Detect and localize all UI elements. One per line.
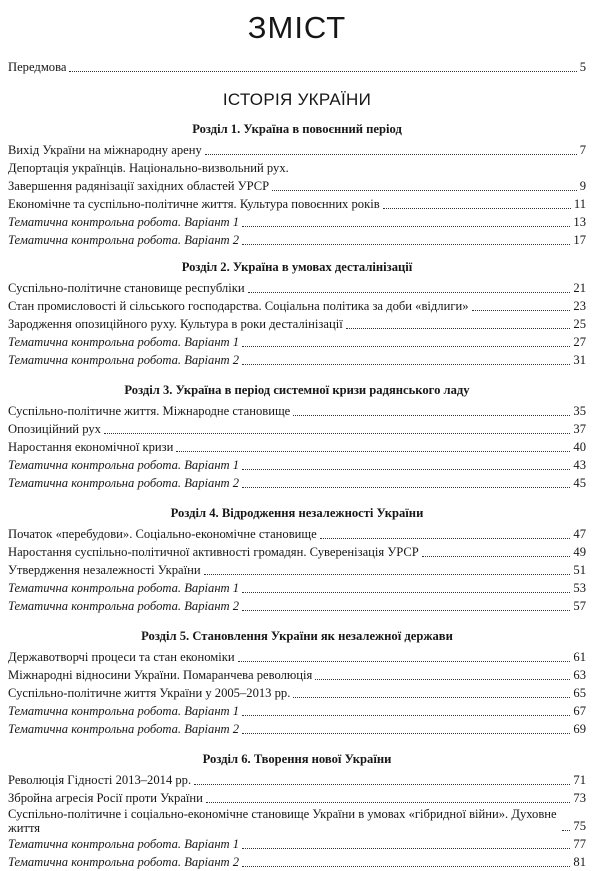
toc-entry[interactable] [8,231,586,249]
toc-entry-label: Утвердження незалежності України [8,563,201,577]
toc-entry[interactable] [8,666,586,684]
leader-dots [238,661,571,662]
toc-entry-label: Передмова [8,60,67,74]
toc-entry-page: 13 [573,215,586,229]
toc-entry-page: 77 [573,837,586,851]
toc-entry[interactable] [8,159,586,177]
toc-entry[interactable] [8,525,586,543]
toc-entry[interactable] [8,561,586,579]
leader-dots [242,244,570,245]
toc-entry-label: Міжнародні відносини України. Помаранчева революція [8,668,313,682]
toc-entry-label: Тематична контрольна робота. Варіант 2 [8,476,240,490]
toc-entry[interactable] [8,543,586,561]
toc-entry-page: 7 [579,143,586,157]
leader-dots [104,433,570,434]
toc-entry-page: 11 [573,197,586,211]
toc-entry[interactable] [8,315,586,333]
toc-entry-page: 5 [579,60,586,74]
toc-entry-label: Тематична контрольна робота. Варіант 1 [8,704,240,718]
leader-dots [242,346,570,347]
toc-entry-label: Зародження опозиційного руху. Культура в роки десталінізації [8,317,343,331]
toc-entry-label: Вихід України на міжнародну арену [8,143,202,157]
toc-entry-preface[interactable] [8,58,586,76]
toc-section [8,750,586,871]
toc-entry-label: Тематична контрольна робота. Варіант 1 [8,335,240,349]
toc-entry-label: Опозиційний рух [8,422,101,436]
toc-entry-page: 25 [573,317,586,331]
leader-dots [242,364,570,365]
toc-entry[interactable] [8,789,586,807]
toc-entry[interactable] [8,297,586,315]
leader-dots [293,697,570,698]
section-title[interactable]: Розділ 4. Відродження незалежності України [170,506,424,520]
toc-entry-page: 63 [573,668,586,682]
toc-entry-page: 49 [573,545,586,559]
leader-dots [242,715,570,716]
section-title[interactable]: Розділ 3. Україна в період системної кризи радянського ладу [124,383,470,397]
toc-entry[interactable] [8,597,586,615]
toc-entry-label: Тематична контрольна робота. Варіант 1 [8,458,240,472]
leader-dots [204,574,571,575]
toc-entry[interactable] [8,279,586,297]
toc-sections [8,120,586,871]
leader-dots [242,866,570,867]
toc-entry-page: 45 [573,476,586,490]
leader-dots [176,451,570,452]
toc-entry-label: Тематична контрольна робота. Варіант 1 [8,215,240,229]
toc-entry-label: Державотворчі процеси та стан економіки [8,650,235,664]
toc-entry[interactable] [8,456,586,474]
leader-dots [242,469,570,470]
toc-entry-label: Наростання суспільно-політичної активності громадян. Суверенізація УРСР [8,545,419,559]
leader-dots [242,610,570,611]
leader-dots [248,292,571,293]
toc-entry-label: Завершення радянізації західних областей УРСР [8,179,270,193]
toc-entry-label: Початок «перебудови». Соціально-економічне становище [8,527,317,541]
toc-entry-label: Тематична контрольна робота. Варіант 1 [8,581,240,595]
leader-dots [242,592,570,593]
toc-entry[interactable] [8,684,586,702]
toc-entry-page: 57 [573,599,586,613]
toc-entry[interactable] [8,333,586,351]
toc-entry-label: Тематична контрольна робота. Варіант 1 [8,837,240,851]
toc-entry[interactable] [8,438,586,456]
toc-entry-label: Стан промисловості й сільського господарства. Соціальна політика за доби «відлиги» [8,299,469,313]
leader-dots [242,733,570,734]
leader-dots [205,154,577,155]
leader-dots [315,679,570,680]
leader-dots [242,487,570,488]
toc-entry[interactable] [8,853,586,871]
toc-entry[interactable] [8,771,586,789]
toc-entry-page: 27 [573,335,586,349]
toc-entry-label: Економічне та суспільно-політичне життя. Культура повоєнних років [8,197,380,211]
leader-dots [383,208,571,209]
leader-dots [206,802,571,803]
toc-entry-page: 53 [573,581,586,595]
toc-entry-label: Тематична контрольна робота. Варіант 2 [8,233,240,247]
toc-entry-label: Наростання економічної кризи [8,440,174,454]
toc-entry-page: 69 [573,722,586,736]
toc-entry-page: 75 [573,819,586,833]
toc-entry-label: Збройна агресія Росії проти України [8,791,203,805]
section-title[interactable]: Розділ 2. Україна в умовах десталінізації [181,260,413,274]
part-title: ІСТОРІЯ УКРАЇНИ [222,90,372,109]
toc-entry[interactable] [8,807,586,835]
toc-entry[interactable] [8,177,586,195]
toc-entry-label: Тематична контрольна робота. Варіант 2 [8,722,240,736]
leader-dots [69,71,576,72]
toc-entry-page: 9 [579,179,586,193]
toc-entry-label: Суспільно-політичне і соціально-економічне становище України в умовах «гібридної війни». Духовне життя [8,807,557,835]
toc-section [8,120,586,249]
toc-entry[interactable] [8,213,586,231]
section-title[interactable]: Розділ 5. Становлення України як незалежної держави [141,629,453,643]
toc-entry-page: 35 [573,404,586,418]
toc-entry-label: Суспільно-політичне життя. Міжнародне становище [8,404,291,418]
page-title: ЗМІСТ [247,10,347,45]
toc-entry[interactable] [8,648,586,666]
leader-dots [242,226,570,227]
toc-entry-label: Тематична контрольна робота. Варіант 2 [8,353,240,367]
leader-dots [346,328,571,329]
toc-entry-page: 43 [573,458,586,472]
toc-entry-page: 61 [573,650,586,664]
section-title[interactable]: Розділ 6. Творення нової України [202,752,392,766]
toc-entry[interactable] [8,195,586,213]
toc-entry[interactable] [8,402,586,420]
toc-entry-page: 65 [573,686,586,700]
toc-entry[interactable] [8,579,586,597]
leader-dots [272,190,577,191]
toc-entry-page: 71 [573,773,586,787]
toc-entry-label: Тематична контрольна робота. Варіант 2 [8,855,240,869]
toc-entry-page: 47 [573,527,586,541]
toc-entry[interactable] [8,420,586,438]
toc-entry-page: 40 [573,440,586,454]
toc-entry-label: Суспільно-політичне життя України у 2005–2013 рр. [8,686,291,700]
leader-dots [562,830,570,831]
toc-section [8,504,586,615]
leader-dots [320,538,571,539]
toc-entry[interactable] [8,702,586,720]
toc-entry[interactable] [8,474,586,492]
toc-entry[interactable] [8,141,586,159]
toc-entry-page: 37 [573,422,586,436]
toc-entry[interactable] [8,720,586,738]
toc-entry-page: 21 [573,281,586,295]
toc-section [8,627,586,738]
toc-entry-page: 31 [573,353,586,367]
toc-entry-page: 23 [573,299,586,313]
leader-dots [472,310,571,311]
toc-entry-label: Суспільно-політичне становище республіки [8,281,245,295]
toc-entry-page: 73 [573,791,586,805]
toc-entry[interactable] [8,835,586,853]
toc-entry-page: 67 [573,704,586,718]
section-title[interactable]: Розділ 1. Україна в повоєнний період [192,122,402,136]
toc-entry-page: 17 [573,233,586,247]
leader-dots [242,848,570,849]
toc-entry-label: Революція Гідності 2013–2014 рр. [8,773,192,787]
leader-dots [422,556,571,557]
toc-entry-label: Тематична контрольна робота. Варіант 2 [8,599,240,613]
toc-entry-label: Депортація українців. Національно-визвольний рух. [8,161,289,175]
leader-dots [293,415,570,416]
toc-section [8,258,586,369]
toc-entry[interactable] [8,351,586,369]
leader-dots [194,784,570,785]
toc-section [8,381,586,492]
toc-entry-page: 51 [573,563,586,577]
toc-entry-page: 81 [573,855,586,869]
